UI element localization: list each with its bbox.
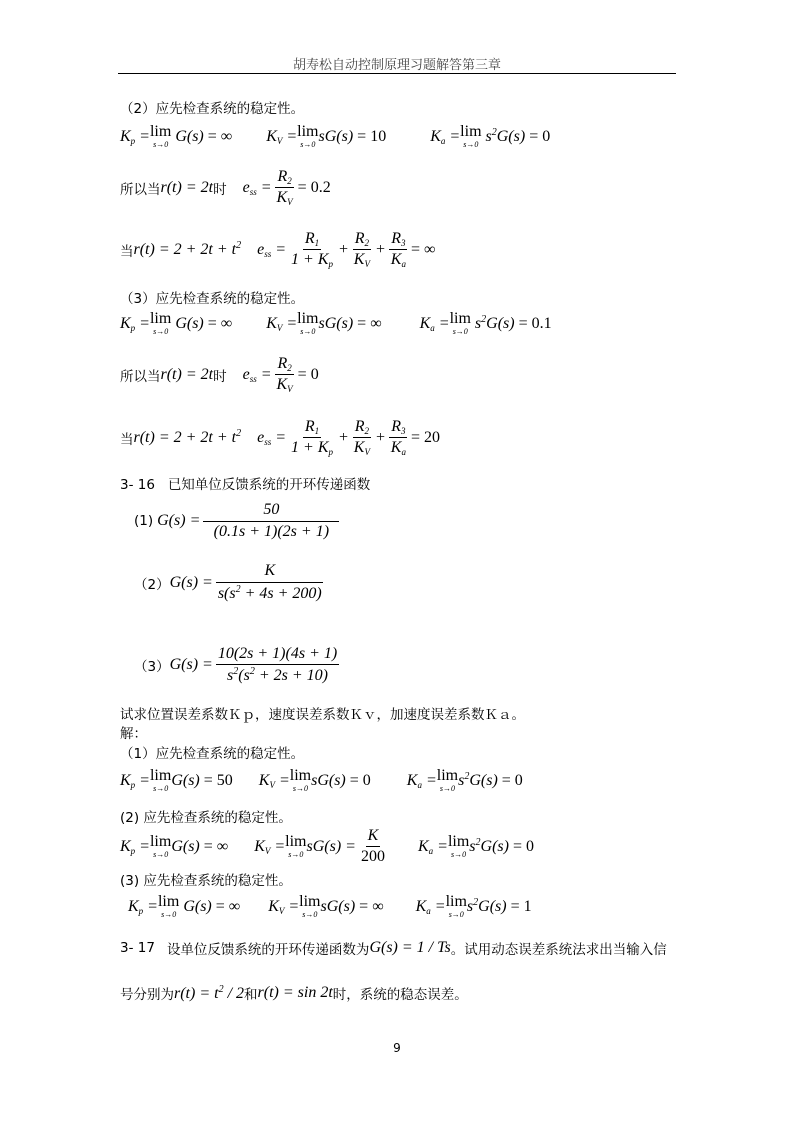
section3-ka-result: = 0.1 (518, 314, 552, 332)
sol1-kv-result: = 0 (349, 771, 371, 789)
sol2-kv-denominator: 200 (360, 848, 385, 866)
sol3-kv-result: = ∞ (359, 897, 384, 915)
problem-3-17-text3: 号分别为 (120, 987, 174, 1003)
section2-coefficients: $K_p$ = lim s→0 G(s) = ∞ $K_V$ = lim s→0 sG(s) = 10 $K_a$ = lim s→0 $s^2G(s)$ = 0 (120, 123, 551, 149)
problem-3-16-question: 试求位置误差系数Ｋｐ，速度误差系数Ｋｖ，加速度误差系数Ｋａ。 (120, 707, 525, 723)
section3-ramp-error: 所以当 r(t) = 2t 时 $e_{ss}$ = $\frac{R_2}{K_V}$ = 0 (120, 355, 319, 395)
section2-kp-result: = ∞ (207, 127, 233, 145)
problem-3-16-statement: 已知单位反馈系统的开环传递函数 (167, 477, 371, 493)
section3-poly-error: 当 $r(t) = 2 + 2t + t^2$ $e_{ss}$ = $\frac{R_1}{1 + K_p}$ + $\frac{R_2}{K_V}$ + $\frac{R_3}{K_a}$ = 20 (120, 418, 440, 458)
section2-kv-result: = 10 (357, 127, 387, 145)
g2-numerator: K (216, 562, 323, 583)
problem-3-17-text2: 。试用动态误差系统法求出当输入信 (450, 942, 667, 958)
problem-3-17-text5: 时，系统的稳态误差。 (332, 987, 468, 1003)
section3-coefficients: $K_p$ = lim s→0 G(s) = ∞ $K_V$ = lim s→0 sG(s) = ∞ $K_a$ = lim s→0 $s^2G(s)$ = 0.1 (120, 310, 552, 336)
section2-ramp-result: = 0.2 (297, 178, 331, 196)
sol2-kp-result: = ∞ (203, 837, 229, 855)
sol3-kp-result: = ∞ (215, 897, 241, 915)
section3-ramp-prefix: 所以当 (120, 368, 161, 385)
g1-label: (1) (134, 513, 154, 530)
g2-equation: （2） G(s) = $\frac{K}{s(s^2 + 4s + 200)}$ (134, 562, 322, 603)
problem-3-17-line1: 3- 17 设单位反馈系统的开环传递函数为 G(s) = 1 / Ts 。试用动态误差系统法求出当输入信 (120, 939, 667, 958)
page-header: 胡寿松自动控制原理习题解答第三章 (292, 58, 501, 73)
sol1-coefficients: $K_p$ = lim s→0 G(s) = 50 $K_V$ = lim s→0 sG(s) = 0 $K_a$ = lim s→0 $s^2G(s)$ = 0 (120, 767, 523, 793)
problem-3-17-number: 3- 17 (120, 940, 155, 956)
section2-poly-error: 当 $r(t) = 2 + 2t + t^2$ $e_{ss}$ = $\frac{R_1}{1 + K_p}$ + $\frac{R_2}{K_V}$ + $\frac{R_3}{K_a}$ = ∞ (120, 230, 436, 270)
section2-poly-prefix: 当 (120, 243, 134, 260)
problem-3-17-line2: 号分别为 $r(t) = t^2 / 2$ 和 r(t) = sin 2t 时，系统的稳态误差。 (120, 983, 468, 1003)
section2-ramp-suffix: 时 (213, 181, 227, 198)
sol3-coefficients: $K_p$ = lim s→0 G(s) = ∞ $K_V$ = lim s→0 sG(s) = ∞ $K_a$ = lim s→0 $s^2G(s)$ = 1 (128, 893, 532, 919)
sol1-kp-result: = 50 (203, 771, 233, 789)
sol3-ka-result: = 1 (510, 897, 532, 915)
problem-3-17-text4: 和 (244, 987, 258, 1003)
g1-numerator: 50 (203, 501, 339, 522)
problem-3-16-number: 3- 16 (120, 477, 155, 493)
section3-poly-result: = 20 (410, 428, 440, 446)
sol1-heading: （1）应先检查系统的稳定性。 (120, 746, 305, 762)
page-number: 9 (393, 1041, 401, 1055)
section2-ka-result: = 0 (529, 127, 551, 145)
section3-kv-result: = ∞ (357, 314, 382, 332)
sol2-heading: (2) 应先检查系统的稳定性。 (120, 810, 292, 826)
g3-label: （3） (134, 659, 170, 676)
sol2-kv-numerator: K (366, 827, 381, 847)
section3-heading: （3）应先检查系统的稳定性。 (120, 291, 305, 307)
solution-label: 解： (120, 726, 147, 742)
section2-heading: （2）应先检查系统的稳定性。 (120, 101, 305, 117)
header-rule (118, 73, 676, 74)
section3-kp-result: = ∞ (207, 314, 233, 332)
problem-3-16-title (120, 473, 370, 493)
section2-ramp-prefix: 所以当 (120, 181, 161, 198)
sol1-ka-result: = 0 (501, 771, 523, 789)
section3-ramp-suffix: 时 (213, 368, 227, 385)
g1-equation: (1) G(s) = $\frac{50}{(0.1s + 1)(2s + 1)}$ (134, 501, 342, 542)
g2-label: （2） (134, 576, 170, 593)
section2-poly-result: = ∞ (410, 240, 436, 258)
sol2-ka-result: = 0 (512, 837, 534, 855)
problem-3-17-text1: 设单位反馈系统的开环传递函数为 (166, 942, 370, 958)
section3-ramp-result: = 0 (297, 365, 319, 383)
g3-equation: （3） G(s) = $\frac{10(2s + 1)(4s + 1)}{s^2(s^2 + 2s + 10)}$ (134, 645, 338, 685)
sol3-heading: (3) 应先检查系统的稳定性。 (120, 873, 292, 889)
section3-poly-prefix: 当 (120, 431, 134, 448)
sol2-coefficients: $K_p$ = lim s→0 G(s) = ∞ $K_V$ = lim s→0 sG(s) = $\frac{K}{200}$ $K_a$ = lim s→0 $s^2G(s)$ = 0 (120, 827, 534, 866)
section2-ramp-error: 所以当 r(t) = 2t 时 $e_{ss}$ = $\frac{R_2}{K_V}$ = 0.2 (120, 168, 331, 208)
